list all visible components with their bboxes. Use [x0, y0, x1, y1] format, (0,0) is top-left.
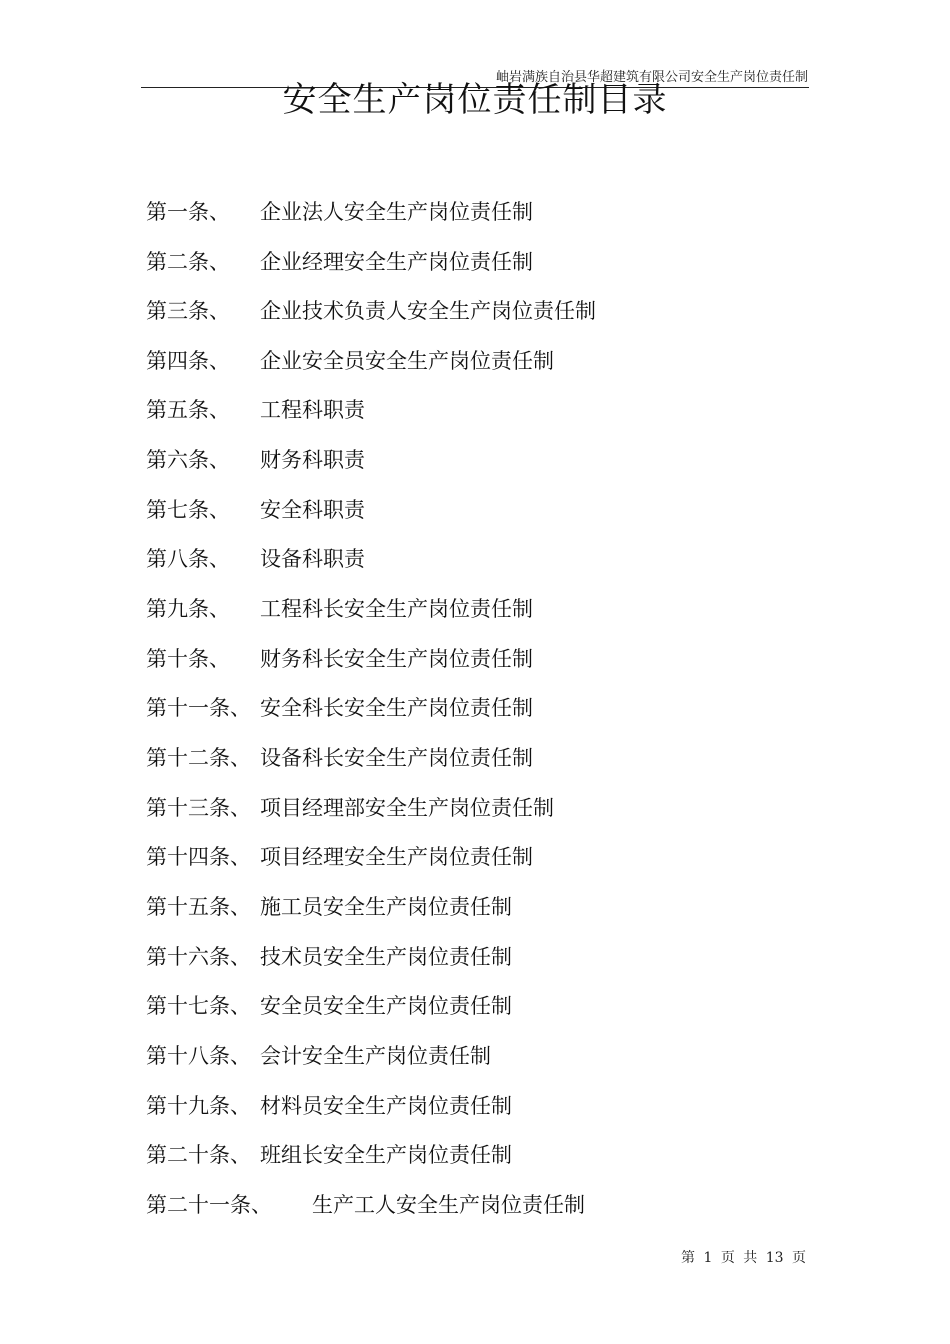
toc-item-title: 材料员安全生产岗位责任制 [260, 1094, 512, 1118]
toc-item-number: 第七条、 [146, 498, 230, 522]
toc-item-number: 第十四条、 [146, 845, 251, 869]
toc-item-number: 第二十一条、 [146, 1193, 272, 1217]
toc-item-title: 设备科长安全生产岗位责任制 [260, 746, 533, 770]
toc-item-number: 第四条、 [146, 349, 230, 373]
toc-item-title: 安全科长安全生产岗位责任制 [260, 696, 533, 720]
document-title: 安全生产岗位责任制目录 [282, 80, 668, 120]
toc-item-number: 第十一条、 [146, 696, 251, 720]
toc-item-title: 班组长安全生产岗位责任制 [260, 1143, 512, 1167]
toc-item-title: 企业安全员安全生产岗位责任制 [260, 349, 554, 373]
toc-item-number: 第五条、 [146, 398, 230, 422]
toc-item-number: 第一条、 [146, 200, 230, 224]
toc-item-title: 企业技术负责人安全生产岗位责任制 [260, 299, 596, 323]
toc-item-title: 设备科职责 [260, 547, 365, 571]
toc-item-number: 第十二条、 [146, 746, 251, 770]
toc-item-number: 第三条、 [146, 299, 230, 323]
toc-item-title: 安全科职责 [260, 498, 365, 522]
page-number-footer: 第 1 页 共 13 页 [681, 1250, 806, 1266]
toc-item-number: 第二十条、 [146, 1143, 251, 1167]
toc-item-title: 项目经理安全生产岗位责任制 [260, 845, 533, 869]
toc-item-title: 生产工人安全生产岗位责任制 [312, 1193, 585, 1217]
toc-item-title: 技术员安全生产岗位责任制 [260, 945, 512, 969]
toc-item-title: 安全员安全生产岗位责任制 [260, 994, 512, 1018]
toc-item-number: 第八条、 [146, 547, 230, 571]
toc-item-number: 第十三条、 [146, 796, 251, 820]
toc-item-number: 第六条、 [146, 448, 230, 472]
toc-item-title: 工程科长安全生产岗位责任制 [260, 597, 533, 621]
toc-item-number: 第九条、 [146, 597, 230, 621]
toc-item-title: 企业经理安全生产岗位责任制 [260, 250, 533, 274]
toc-item-title: 财务科长安全生产岗位责任制 [260, 647, 533, 671]
toc-item-number: 第十五条、 [146, 895, 251, 919]
toc-item-number: 第十八条、 [146, 1044, 251, 1068]
toc-item-number: 第十七条、 [146, 994, 251, 1018]
toc-item-number: 第十六条、 [146, 945, 251, 969]
toc-item-title: 项目经理部安全生产岗位责任制 [260, 796, 554, 820]
toc-item-title: 施工员安全生产岗位责任制 [260, 895, 512, 919]
toc-item-title: 会计安全生产岗位责任制 [260, 1044, 491, 1068]
toc-item-number: 第十九条、 [146, 1094, 251, 1118]
running-header: 岫岩满族自治县华超建筑有限公司安全生产岗位责任制 [495, 70, 808, 85]
toc-item-title: 工程科职责 [260, 398, 365, 422]
toc-item-number: 第十条、 [146, 647, 230, 671]
toc-item-title: 财务科职责 [260, 448, 365, 472]
toc-item-title: 企业法人安全生产岗位责任制 [260, 200, 533, 224]
toc-item-number: 第二条、 [146, 250, 230, 274]
